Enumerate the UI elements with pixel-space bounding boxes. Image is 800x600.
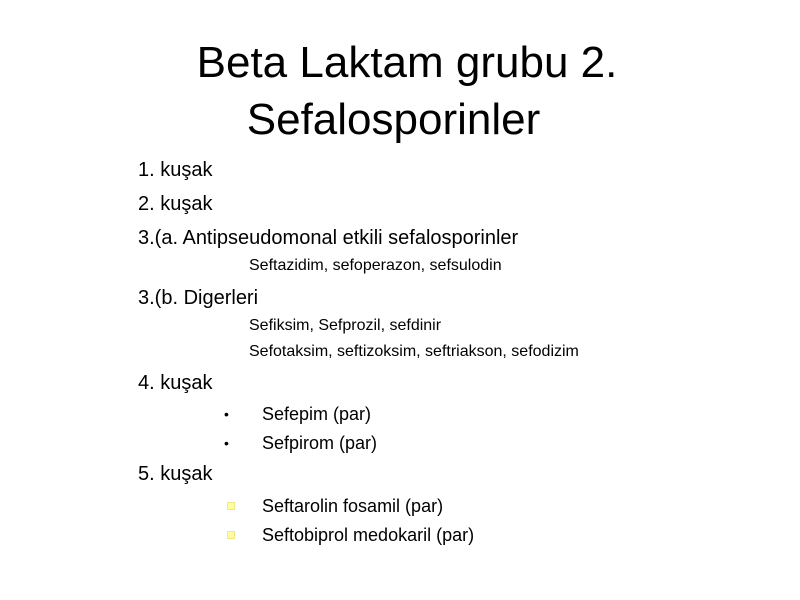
item-generation-3a: 3.(a. Antipseudomonal etkili sefalosporinler [138,227,519,249]
bullet-icon: • [224,406,229,422]
title-line-2: Sefalosporinler [246,95,541,144]
item-generation-5: 5. kuşak [138,463,213,485]
item-generation-3b: 3.(b. Digerleri [138,287,259,309]
title-line-1: Beta Laktam grubu 2. [196,38,618,87]
square-bullet-icon [227,502,235,510]
sub-item-3b-drugs-2: Sefotaksim, seftizoksim, seftriakson, sefodizim [249,343,579,360]
bullet-text-seftobiprol: Seftobiprol medokaril (par) [262,525,475,545]
item-generation-2: 2. kuşak [138,193,213,215]
bullet-text-sefpirom: Sefpirom (par) [262,433,378,453]
sub-item-3b-drugs-1: Sefiksim, Sefprozil, sefdinir [249,317,442,334]
item-generation-1: 1. kuşak [138,159,213,181]
bullet-text-seftarolin: Seftarolin fosamil (par) [262,496,444,516]
bullet-icon: • [224,435,229,451]
bullet-text-sefepim: Sefepim (par) [262,404,372,424]
sub-item-3a-drugs: Seftazidim, sefoperazon, sefsulodin [249,257,502,274]
item-generation-4: 4. kuşak [138,372,213,394]
square-bullet-icon [227,531,235,539]
